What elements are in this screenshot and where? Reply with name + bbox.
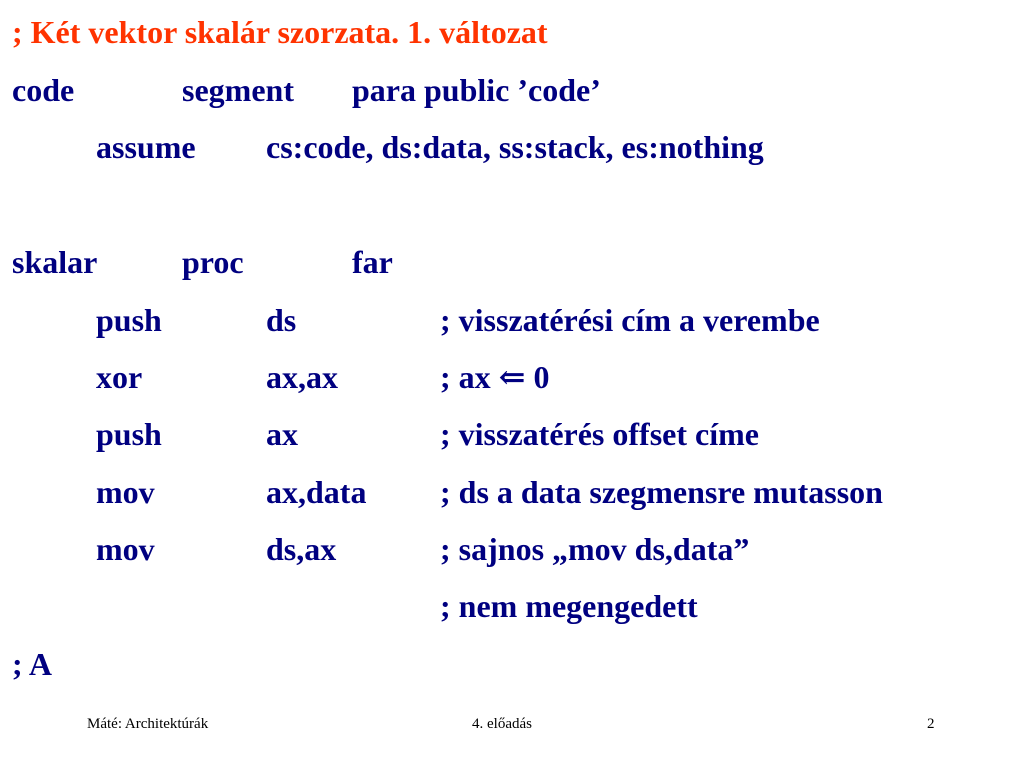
code-operands: ds [266,302,297,338]
code-instruction: assume [96,129,196,165]
code-comment: ; sajnos „mov ds,data” [440,531,750,567]
code-instruction: push [96,302,162,338]
code-operands: ax [266,416,298,452]
code-label: code [12,72,75,108]
code-operands: cs:code, ds:data, ss:stack, es:nothing [266,129,764,165]
footer-lecture: 4. előadás [472,716,532,732]
code-instruction: xor [96,359,143,395]
code-comment: ; visszatérés offset címe [440,416,759,452]
footer-author: Máté: Architektúrák [87,716,209,732]
code-instruction: mov [96,531,155,567]
code-comment: ; ds a data szegmensre mutasson [440,474,883,510]
code-operands: ax,data [266,474,367,510]
code-label: skalar [12,244,98,280]
code-comment: ; ax ⇐ 0 [440,359,550,395]
code-instruction: mov [96,474,155,510]
code-directive: proc [182,244,244,280]
code-operands: ds,ax [266,531,337,567]
code-comment: ; A [12,646,52,682]
code-comment: ; nem megengedett [440,588,698,624]
code-operands: ax,ax [266,359,338,395]
code-operands: far [352,244,393,280]
code-comment: ; visszatérési cím a verembe [440,302,820,338]
code-directive: segment [182,72,294,108]
code-operands: para public ’code’ [352,72,601,108]
title-text: ; Két vektor skalár szorzata. 1. változat [12,14,548,50]
code-instruction: push [96,416,162,452]
footer-page-number: 2 [927,716,935,732]
